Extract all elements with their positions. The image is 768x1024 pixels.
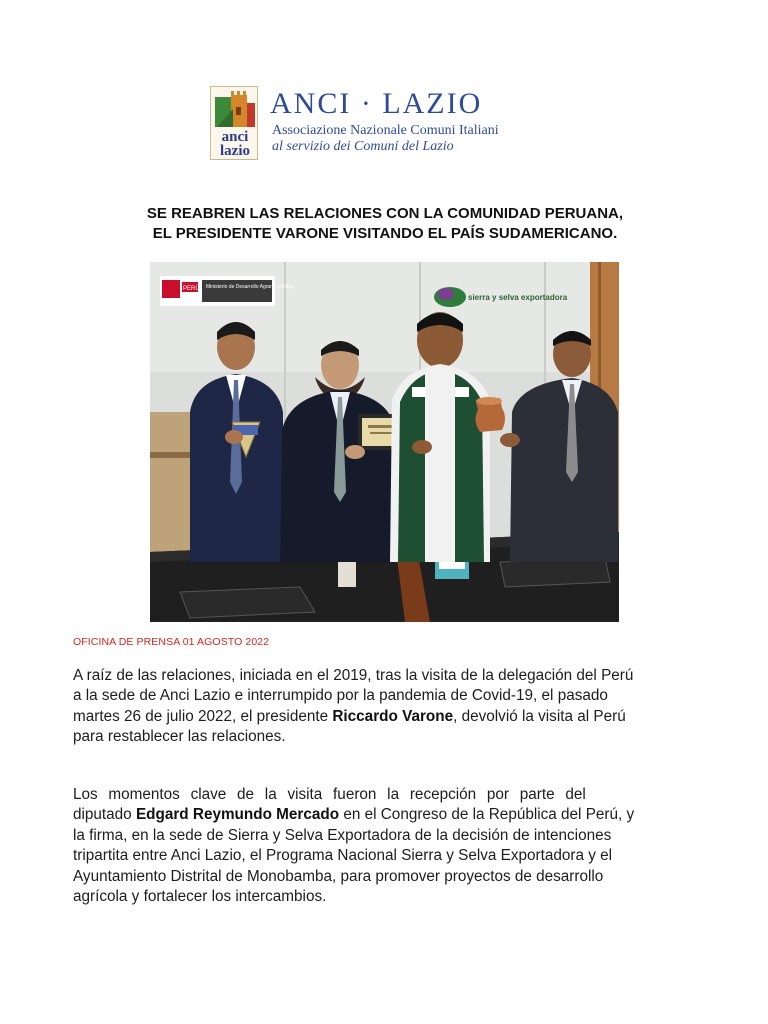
paragraph-2-line-6 [73,887,695,907]
paragraph-2-line-3 [73,826,695,846]
logo-emblem [210,86,258,160]
paragraph-1-line-4-text: para restablecer las relaciones. [73,728,286,746]
paragraph-2-line-4 [73,846,695,866]
paragraph-2-line-2-end: en el Congreso de la República del Perú, y [339,806,635,824]
press-office-date: OFICINA DE PRENSA 01 AGOSTO 2022 [73,636,270,648]
paragraph-1-line-1-text: A raíz de las relaciones, iniciada en el 2019, tras la visita de la delegación del Perú [73,667,634,684]
headline-line2: EL PRESIDENTE VARONE VISITANDO EL PAÍS SUDAMERICANO. [152,225,618,242]
paragraph-2-line-1-text: Los momentos clave de la visita fueron la recepción por parte del [73,786,586,803]
logo-title: ANCI · LAZIO [270,87,483,120]
paragraph-1 [73,666,695,748]
anci-lazio-logo [210,86,540,162]
photo-banner-ministry: Ministerio de Desarrollo Agrario y Riego [206,284,295,290]
paragraph-2-line-2 [73,805,695,825]
paragraph-1-line-2 [73,686,695,706]
president-name: Riccardo Varone [332,707,454,725]
paragraph-2-line-5 [73,867,695,887]
paragraph-1-line-3 [73,707,695,727]
event-photo [150,262,619,622]
logo-mark-line2: lazio [220,143,250,159]
paragraph-2-line-4-text: tripartita entre Anci Lazio, el Programa Nacional Sierra y Selva Exportadora y el [73,847,613,865]
photo-banner-exporter: sierra y selva exportadora [468,293,568,302]
paragraph-2-line-1 [73,785,695,805]
paragraph-1-line-2-text: a la sede de Anci Lazio e interrumpido por la pandemia de Covid-19, el pasado [73,687,608,705]
logo-tagline: al servizio dei Comuni del Lazio [272,139,454,154]
paragraph-2-line-5-text: Ayuntamiento Distrital de Monobamba, para promover proyectos de desarrollo [73,867,604,885]
paragraph-2-line-6-text: agrícola y fortalecer los intercambios. [73,888,327,906]
photo-banner-country: PERÚ [183,286,200,292]
paragraph-2 [73,785,695,907]
paragraph-1-line-3-text: martes 26 de julio 2022, el presidente [73,707,333,725]
headline [80,204,690,244]
logo-subtitle: Associazione Nazionale Comuni Italiani [272,123,499,138]
paragraph-1-line-1 [73,666,695,686]
logo-mark-line1: anci [221,129,249,145]
deputy-name: Edgard Reymundo Mercado [135,806,340,824]
headline-line1: SE REABREN LAS RELACIONES CON LA COMUNIDAD PERUANA, [146,205,624,222]
paragraph-2-line-2-text: diputado [73,806,136,824]
paragraph-1-line-4 [73,727,695,747]
paragraph-2-line-3-text: la firma, en la sede de Sierra y Selva Exportadora de la decisión de intenciones [73,826,612,844]
paragraph-1-line-3-end: , devolvió la visita al Perú [453,707,626,725]
